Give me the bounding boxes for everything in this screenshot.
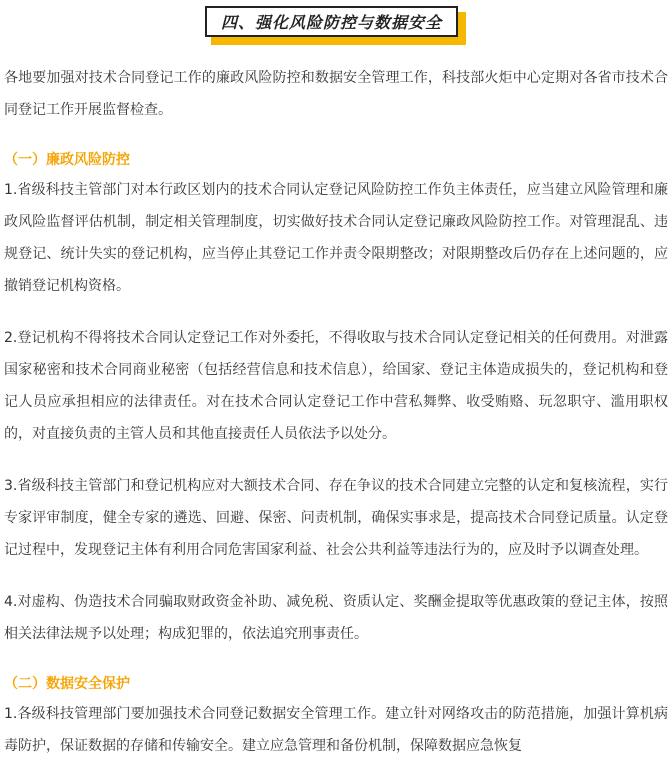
article-body — [4, 62, 668, 782]
subsection-heading-integrity: （一）廉政风险防控 — [4, 152, 130, 168]
section-title: 四、强化风险防控与数据安全 — [220, 13, 442, 32]
paragraph-item: 3.省级科技主管部门和登记机构应对大额技术合同、存在争议的技术合同建立完整的认定和复核流程，实行专家评审制度，健全专家的遴选、回避、保密、问责机制，确保实事求是，提高技术合同登记质量。认定登记过程中，发现登记主体有利用合同危害国家利益、社会公共利益等违法行为的，应及时予以调查处理。 — [4, 478, 668, 558]
paragraph-item: 2.登记机构不得将技术合同认定登记工作对外委托，不得收取与技术合同认定登记相关的任何费用。对泄露国家秘密和技术合同商业秘密（包括经营信息和技术信息），给国家、登记主体造成损失的，登记机构和登记人员应承担相应的法律责任。对在技术合同认定登记工作中营私舞弊、收受贿赂、玩忽职守、滥用职权的，对直接负责的主管人员和其他直接责任人员依法予以处分。 — [4, 330, 668, 442]
intro-paragraph: 各地要加强对技术合同登记工作的廉政风险防控和数据安全管理工作，科技部火炬中心定期对各省市技术合同登记工作开展监督检查。 — [4, 70, 668, 118]
section-title-banner — [205, 6, 467, 46]
paragraph-item: 1.省级科技主管部门对本行政区划内的技术合同认定登记风险防控工作负主体责任，应当建立风险管理和廉政风险监督评估机制，制定相关管理制度，切实做好技术合同认定登记廉政风险防控工作。对管理混乱、违规登记、统计失实的登记机构，应当停止其登记工作并责令限期整改；对限期整改后仍存在上述问题的，应撤销登记机构资格。 — [4, 182, 668, 294]
subsection-heading-data-security: （二）数据安全保护 — [4, 676, 130, 692]
paragraph-item: 1.各级科技管理部门要加强技术合同登记数据安全管理工作。建立针对网络攻击的防范措施，加强计算机病毒防护，保证数据的存储和传输安全。建立应急管理和备份机制，保障数据应急恢复 — [4, 706, 668, 754]
banner-box — [205, 6, 458, 37]
paragraph-item: 4.对虚构、伪造技术合同骗取财政资金补助、减免税、资质认定、奖酬金提取等优惠政策的登记主体，按照相关法律法规予以处理；构成犯罪的，依法追究刑事责任。 — [4, 594, 668, 642]
